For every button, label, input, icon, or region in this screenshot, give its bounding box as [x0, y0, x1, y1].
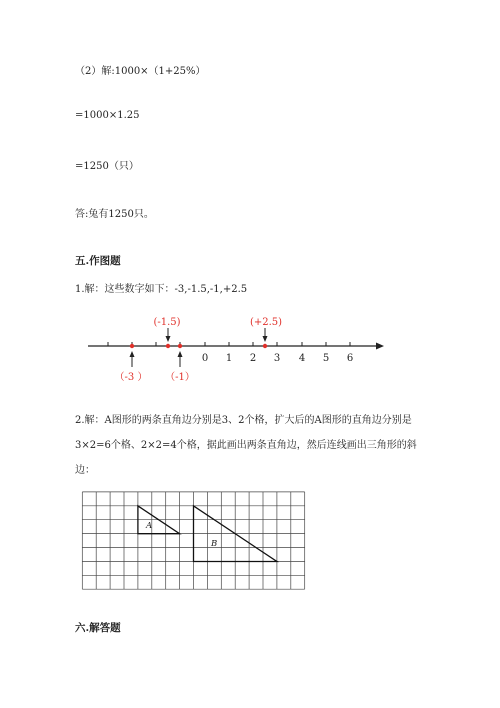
section-6-heading: 六.解答题 [75, 622, 121, 634]
solution-2-line1: （2）解:1000×（1+25%） [75, 66, 206, 77]
label-neg1: （-1） [165, 372, 195, 383]
tick-label-6: 6 [346, 353, 354, 364]
question-2-line2: 3×2=6个格、2×2=4个格，据此画出两条直角边，然后连线画出三角形的斜 [75, 440, 417, 451]
tick-label-2: 2 [249, 353, 257, 364]
question-1-solution: 1.解：这些数字如下：-3,-1.5,-1,+2.5 [75, 284, 248, 295]
tick-label-5: 5 [322, 353, 330, 364]
question-2-line1: 2.解：A图形的两条直角边分别是3、2个格，扩大后的A图形的直角边分别是 [75, 415, 412, 426]
grid-figure [0, 490, 500, 600]
label-neg1-5: (-1.5) [153, 317, 181, 328]
label-neg3: （-3 ） [114, 372, 148, 383]
point-neg3 [130, 344, 134, 348]
question-2-line3: 边： [75, 465, 95, 476]
label-triangle-a: A [146, 521, 153, 531]
label-pos2-5: (+2.5) [249, 317, 283, 328]
point-neg1 [178, 344, 182, 348]
label-triangle-b: B [211, 539, 218, 549]
solution-2-line2: =1000×1.25 [75, 110, 140, 121]
tick-label-1: 1 [225, 353, 233, 364]
section-5-heading: 五.作图题 [75, 255, 121, 267]
solution-2-line3: =1250（只） [75, 161, 139, 172]
point-neg1-5 [166, 344, 170, 348]
tick-label-3: 3 [273, 353, 281, 364]
number-line [0, 310, 500, 390]
tick-label-0: 0 [201, 353, 209, 364]
point-pos2-5 [263, 344, 267, 348]
tick-label-4: 4 [298, 353, 306, 364]
solution-2-answer: 答:兔有1250只。 [75, 209, 154, 220]
number-line-ticks [108, 342, 350, 346]
number-line-arrowhead [376, 343, 384, 350]
